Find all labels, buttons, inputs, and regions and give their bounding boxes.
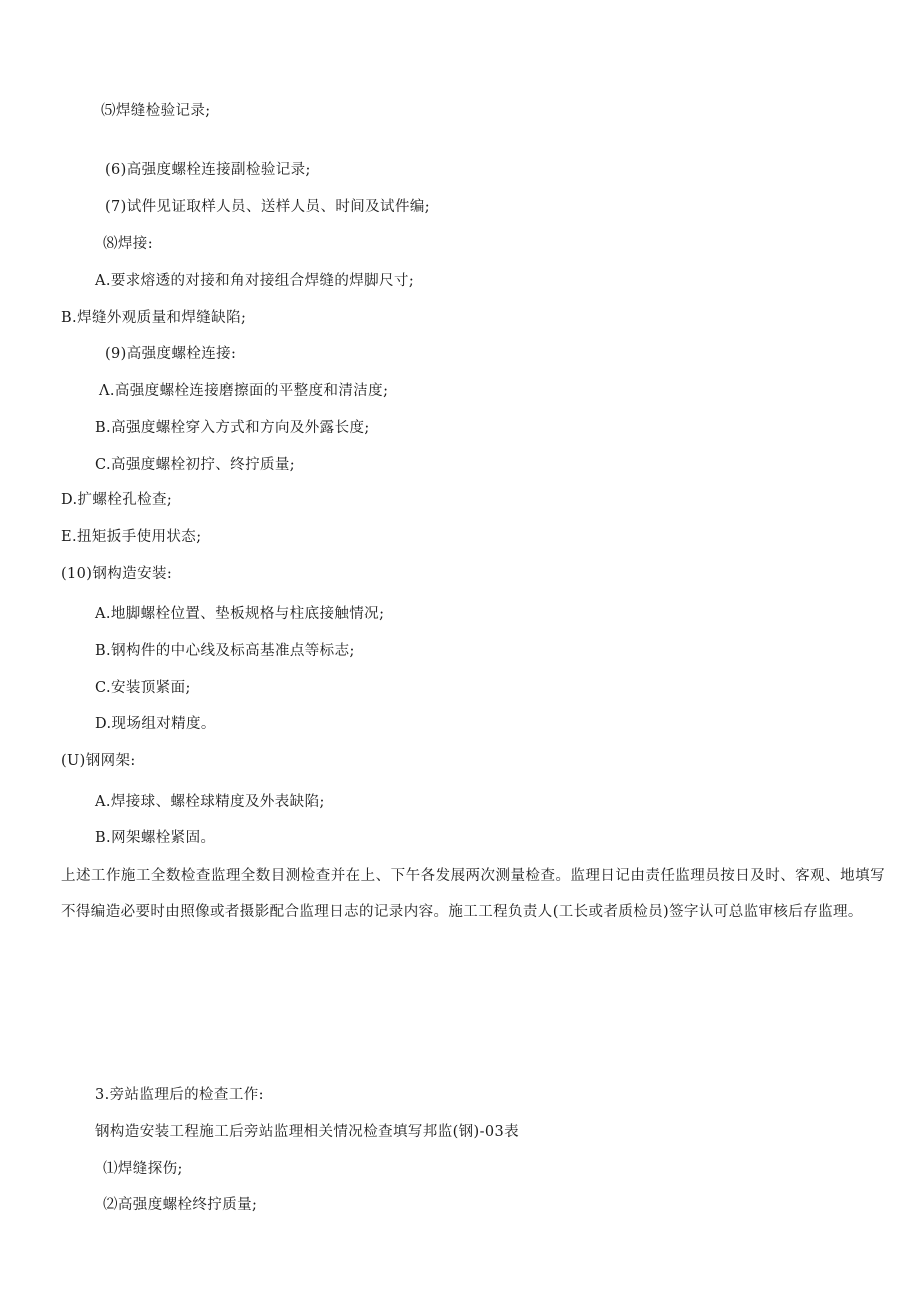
sub-item-friction-surface: Λ.高强度螺栓连接磨擦面的平整度和清洁度; — [99, 383, 389, 399]
sub-item-assembly-precision: D.现场组对精度。 — [95, 716, 216, 732]
list-item-steel-installation: (10)钢构造安装: — [61, 566, 173, 582]
section-3-item-final-tightening: ⑵高强度螺栓终拧质量; — [103, 1197, 258, 1213]
list-item-steel-grid: (U)钢网架: — [61, 753, 136, 769]
sub-item-contact-surface: C.安装顶紧面; — [95, 680, 191, 696]
section-3-heading: 3.旁站监理后的检查工作: — [95, 1087, 264, 1103]
sub-item-grid-bolt: B.网架螺栓紧固。 — [95, 830, 216, 846]
sub-item-torque-wrench: E.扭矩扳手使用状态; — [61, 529, 202, 545]
sub-item-anchor-bolt: A.地脚螺栓位置、垫板规格与柱底接触情况; — [95, 606, 385, 622]
section-3-intro: 钢构造安装工程施工后旁站监理相关情况检查填写邦监(钢)-03表 — [95, 1124, 520, 1140]
sub-item-centerline: B.钢构件的中心线及标高基准点等标志; — [95, 643, 355, 659]
sub-item-bolt-tightening: C.高强度螺栓初拧、终拧质量; — [95, 457, 296, 473]
sub-item-ball-precision: A.焊接球、螺栓球精度及外表缺陷; — [95, 794, 325, 810]
section-3-item-weld-flaw-detection: ⑴焊缝探伤; — [103, 1161, 183, 1177]
list-item-bolt-connection: (9)高强度螺栓连接: — [105, 346, 237, 362]
list-item-specimen-witness: (7)试件见证取样人员、送样人员、时间及试件编; — [105, 199, 431, 215]
sub-item-bolt-hole: D.扩螺栓孔检查; — [61, 492, 173, 508]
supervision-paragraph: 上述工作施工全数检查监理全数目测检查并在上、下午各发展两次测量检查。监理日记由责任监理员按日及时、客观、地填写不得编造必要时由照像或者摄影配合监理日志的记录内容。施工工程负责人(工长或者质检员)签字认可总监审核后存监理。 — [61, 868, 885, 920]
sub-item-weld-appearance: B.焊缝外观质量和焊缝缺陷; — [61, 310, 247, 326]
list-item-welding: ⑻焊接: — [103, 236, 153, 252]
sub-item-weld-leg-size: A.要求熔透的对接和角对接组合焊缝的焊脚尺寸; — [95, 273, 415, 289]
list-item-welding-inspection-record: ⑸焊缝检验记录; — [101, 103, 211, 119]
sub-item-bolt-insertion: B.高强度螺栓穿入方式和方向及外露长度; — [95, 420, 370, 436]
list-item-bolt-inspection-record: (6)高强度螺栓连接副检验记录; — [105, 162, 311, 178]
